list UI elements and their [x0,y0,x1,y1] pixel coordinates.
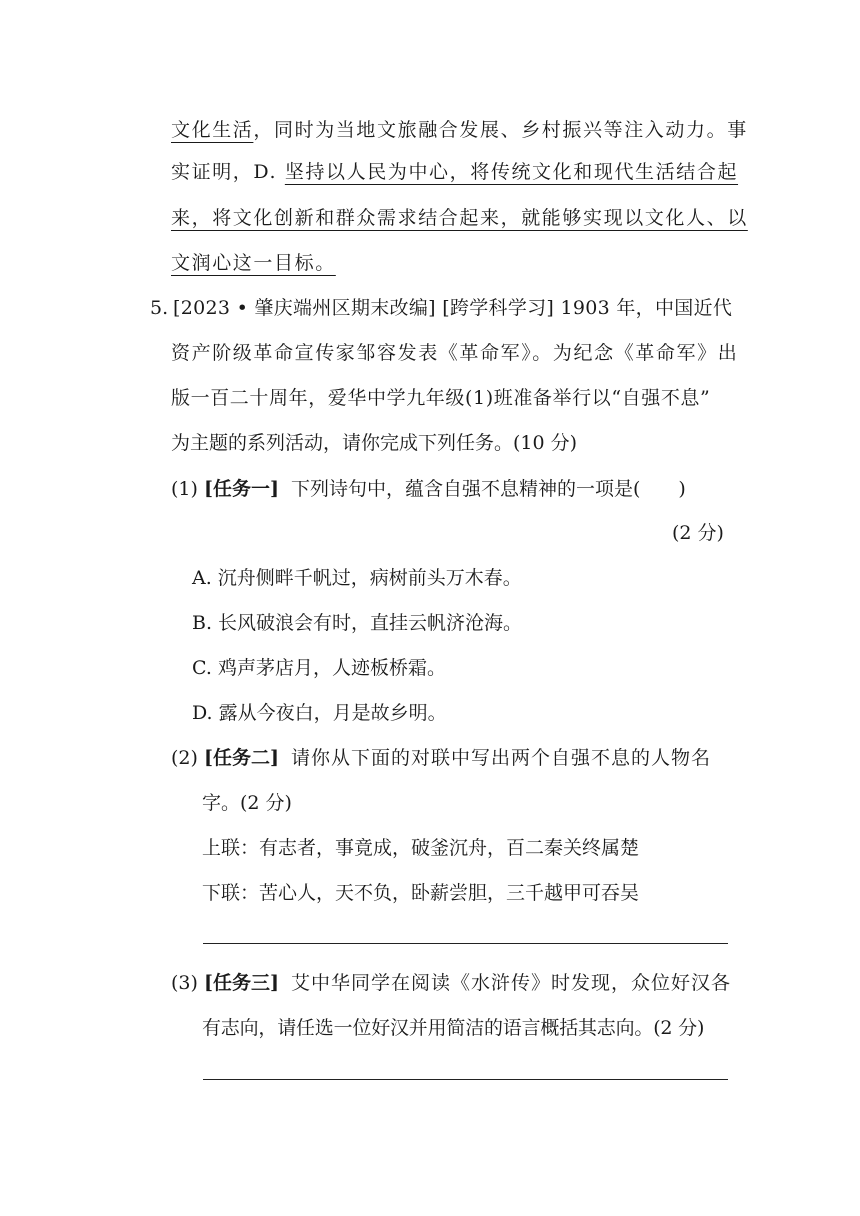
question-5-line-2: 资产阶级革命宣传家邹容发表《革命军》。为纪念《革命军》出 [171,342,739,364]
task-text: 下列诗句中，蕴含自强不息精神的一项是( ) [291,478,686,500]
couplet-upper: 上联：有志者，事竟成，破釜沉舟，百二秦关终属楚 [202,837,640,859]
task-1-score: (2 分) [672,522,724,544]
task-text: 请你从下面的对联中写出两个自强不息的人物名 [291,747,712,769]
underlined-phrase: 文化生活 [171,119,254,141]
task-3-answer-line[interactable] [203,1079,728,1080]
question-5-line-3: 版一百二十周年，爱华中学九年级(1)班准备举行以“自强不息” [171,387,711,409]
task-2-line-2: 字。(2 分) [202,792,292,814]
task-3-prompt [171,971,731,995]
task-2-answer-line[interactable] [203,943,728,944]
task-tag: [任务一] [203,478,279,500]
option-a: A. 沉舟侧畔千帆过，病树前头万木春。 [192,567,522,589]
underlined-answer-d: 坚持以人民为中心，将传统文化和现代生活结合起 [284,161,739,183]
passage-text: ，同时为当地文旅融合发展、乡村振兴等注入动力。事 [253,119,748,141]
passage-line-1 [171,118,748,142]
question-5-line-4: 为主题的系列活动，请你完成下列任务。(10 分) [171,432,578,454]
task-3-line-2: 有志向，请任选一位好汉并用简洁的语言概括其志向。(2 分) [202,1017,705,1039]
task-tag: [任务三] [203,972,279,994]
passage-line-2 [171,160,738,184]
option-d: D. 露从今夜白，月是故乡明。 [192,702,447,724]
question-5-number: 5. [150,297,169,319]
option-c: C. 鸡声茅店月，人迹板桥霜。 [192,657,446,679]
task-number: (2) [171,747,198,769]
passage-line-3: 来，将文化创新和群众需求结合起来，就能够实现以文化人、以 [171,207,748,229]
task-2-prompt [171,746,711,770]
task-text: 艾中华同学在阅读《水浒传》时发现，众位好汉各 [291,972,732,994]
option-b: B. 长风破浪会有时，直挂云帆济沧海。 [192,612,523,634]
task-1-prompt [171,477,686,501]
passage-line-4: 文润心这一目标。 [171,252,336,274]
task-number: (1) [171,478,198,500]
task-tag: [任务二] [203,747,279,769]
question-5-line-1: [2023 • 肇庆端州区期末改编] [跨学科学习] 1903 年，中国近代 [173,297,733,319]
passage-text: 实证明，D. [171,161,285,183]
couplet-lower: 下联：苦心人，天不负，卧薪尝胆，三千越甲可吞吴 [202,882,640,904]
task-number: (3) [171,972,198,994]
